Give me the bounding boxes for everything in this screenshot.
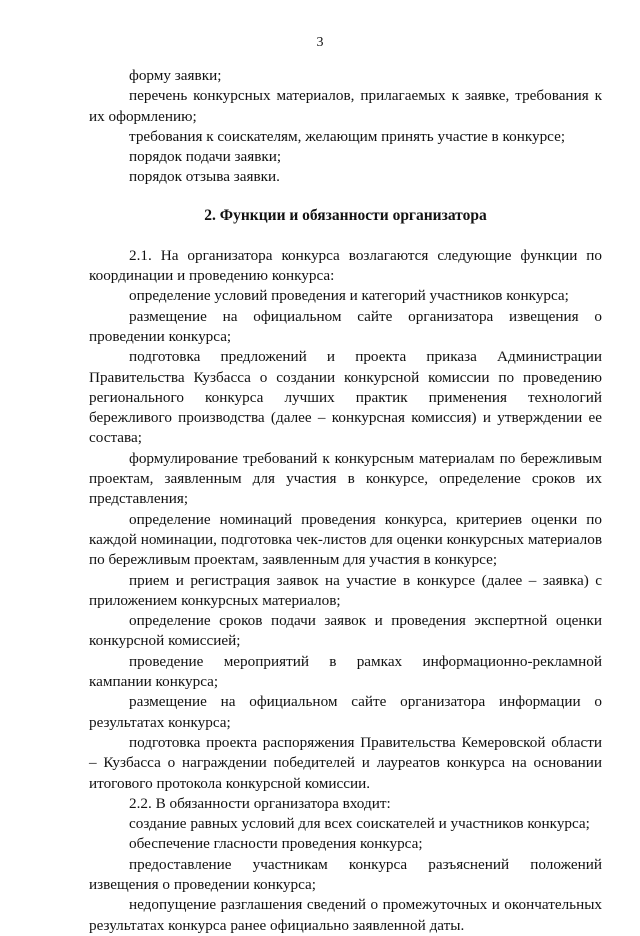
section-heading: 2. Функции и обязанности организатора — [204, 206, 487, 224]
intro-item: порядок подачи заявки; — [129, 148, 282, 166]
intro-item: форму заявки; — [129, 67, 222, 84]
intro-item: требования к соискателям, желающим принять участие в конкурсе; — [129, 127, 566, 145]
intro-item: порядок отзыва заявки. — [129, 168, 280, 186]
document-body — [89, 66, 602, 936]
paragraph: определение сроков подачи заявок и проведения экспертной оценки конкурсной комиссией; — [89, 612, 602, 650]
paragraph: 2.2. В обязанности организатора входит: — [129, 794, 391, 812]
paragraph: прием и регистрация заявок на участие в конкурсе (далее – заявка) с приложением конкурсных материалов; — [89, 571, 602, 609]
paragraph: создание равных условий для всех соискателей и участников конкурса; — [129, 815, 590, 833]
paragraph: определение условий проведения и категорий участников конкурса; — [129, 287, 569, 305]
paragraph: предоставление участникам конкурса разъяснений положений извещения о проведении конкурса; — [89, 855, 602, 893]
paragraph: 2.1. На организатора конкурса возлагаются следующие функции по координации и проведению конкурса: — [89, 246, 602, 285]
paragraph: формулирование требований к конкурсным материалам по бережливым проектам, заявленным для участия в конкурсе, определение сроков их представления; — [89, 449, 602, 508]
paragraph: обеспечение гласности проведения конкурса; — [129, 835, 423, 853]
page-number: 3 — [316, 35, 324, 50]
paragraph: недопущение разглашения сведений о промежуточных и окончательных результатах конкурса ранее официально заявленной даты. — [89, 896, 602, 934]
paragraph: размещение на официальном сайте организатора информации о результатах конкурса; — [89, 693, 602, 731]
paragraph: подготовка проекта распоряжения Правительства Кемеровской области – Кузбасса о награждении победителей и лауреатов конкурса на основании итогового протокола конкурсной комиссии. — [89, 733, 602, 792]
paragraph: подготовка предложений и проекта приказа Администрации Правительства Кузбасса о создании конкурсной комиссии по проведению регионального конкурса лучших практик применения технологий бережливого производства (далее – конкурсная комиссия) и утверждении ее состава; — [89, 348, 602, 447]
paragraph: определение номинаций проведения конкурса, критериев оценки по каждой номинации, подготовка чек-листов для оценки конкурсных материалов по бережливым проектам, заявленным для участия в конкурсе; — [89, 510, 602, 569]
paragraph: проведение мероприятий в рамках информационно-рекламной кампании конкурса; — [89, 652, 602, 691]
intro-item: перечень конкурсных материалов, прилагаемых к заявке, требования к их оформлению; — [89, 87, 602, 125]
paragraph: размещение на официальном сайте организатора извещения о проведении конкурса; — [89, 307, 602, 345]
